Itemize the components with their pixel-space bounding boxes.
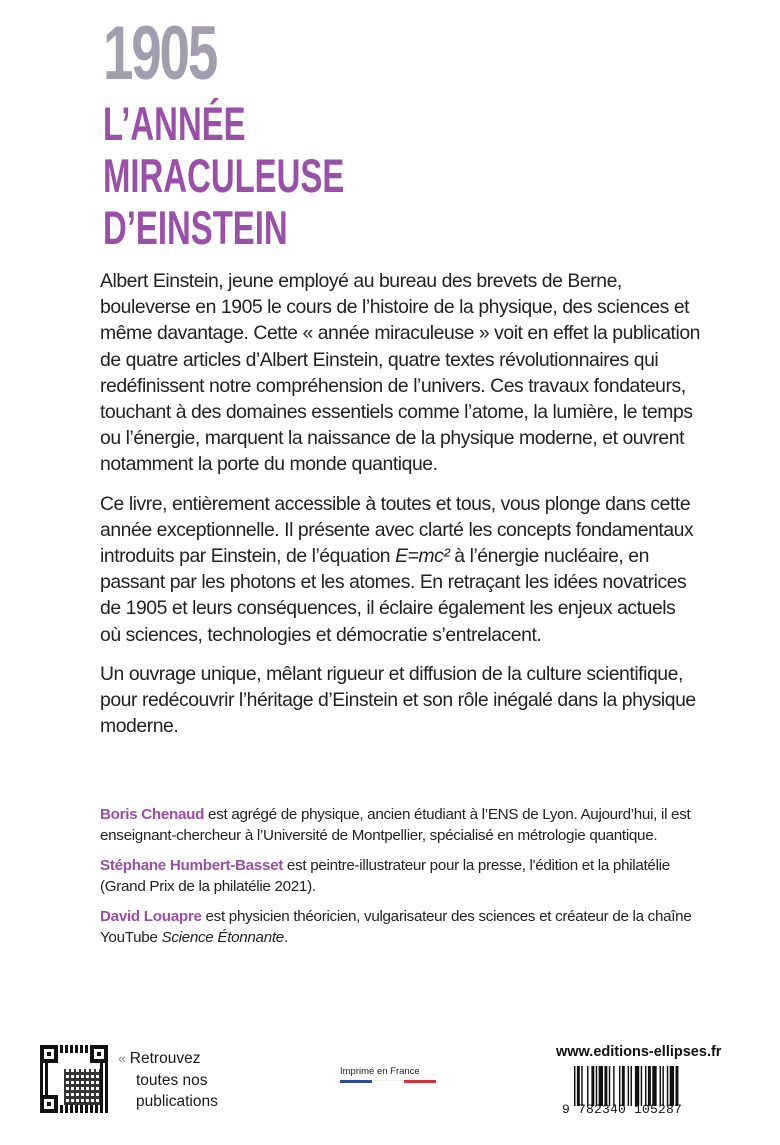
summary-paragraph-2 — [100, 491, 700, 648]
retrouvez-word: Retrouvez — [129, 1050, 201, 1067]
french-flag-icon — [340, 1080, 436, 1083]
retrouvez-line-2: toutes nos — [136, 1071, 208, 1089]
barcode-bar — [667, 1066, 668, 1106]
author-bio-text: est agrégé de physique, ancien étudiant à l’ENS de Lyon. Aujourd’hui, il est enseignant-chercheur à l’Université de Montpellier, spécialisé en métrologie quantique. — [100, 806, 691, 844]
barcode-bar — [676, 1066, 679, 1106]
channel-name: Science Étonnante — [161, 928, 284, 946]
summary-paragraph-1: Albert Einstein, jeune employé au bureau des brevets de Berne, bouleverse en 1905 le cours de l’histoire de la physique, des sciences et même davantage. Cette « année miraculeuse » voit en effet la publication de quatre articles d’Albert Einstein, quatre textes révolutionnaires qui redéfinissent notre compréhension de l’univers. Ces travaux fondateurs, touchant à des domaines essentiels comme l’atome, la lumière, le temps ou l’énergie, marquent la naissance de la physique moderne, et ouvrent notamment la porte du monde quantique. — [100, 270, 700, 476]
imprime-en-france: Imprimé en France — [340, 1066, 420, 1077]
flag-blue — [340, 1080, 372, 1083]
barcode-bar — [635, 1066, 639, 1106]
barcode-icon — [572, 1066, 727, 1106]
barcode-bar — [596, 1066, 597, 1106]
author-name: David Louapre — [100, 908, 202, 925]
flag-red — [404, 1080, 436, 1083]
qr-modules — [64, 1069, 100, 1105]
barcode-bar — [619, 1066, 620, 1106]
author-name: Boris Chenaud — [100, 806, 205, 823]
retrouvez-line-3: publications — [136, 1093, 218, 1110]
author-bio-text: est physicien théoricien, vulgarisateur des sciences et créateur de la chaîne YouTube — [100, 908, 692, 946]
barcode-bar — [581, 1066, 582, 1106]
barcode-bar — [604, 1066, 607, 1106]
title-year: 1905 — [103, 11, 217, 96]
title-line-3: D’EINSTEIN — [103, 201, 288, 254]
barcode-bar — [660, 1066, 661, 1106]
author-bio-text: est peintre-illustrateur pour la presse, l'édition et la philatélie (Grand Prix de la philatélie 2021). — [100, 857, 670, 895]
summary-text — [100, 268, 700, 752]
author-bio — [100, 805, 700, 846]
website-link[interactable]: www.editions-ellipses.fr — [556, 1044, 722, 1060]
qr-finder-top-right — [90, 1045, 108, 1063]
isbn-digits: 9 782340 105287 — [562, 1102, 683, 1117]
author-bio — [100, 856, 700, 897]
qr-finder-top-left — [40, 1045, 58, 1063]
qr-code-icon[interactable] — [40, 1045, 108, 1113]
double-chevron-icon: « — [118, 1050, 126, 1066]
qr-finder-bottom-left — [40, 1095, 58, 1113]
barcode-bar — [641, 1066, 642, 1106]
barcode-bar — [599, 1066, 603, 1106]
summary-paragraph-3: Un ouvrage unique, mêlant rigueur et diffusion de la culture scientifique, pour redécouvrir l’héritage d’Einstein et son rôle inégalé dans la physique moderne. — [100, 662, 696, 738]
title-line-2: MIRACULEUSE — [103, 149, 345, 202]
barcode-bar — [648, 1066, 651, 1106]
author-bio-end: . — [283, 928, 288, 946]
flag-white — [372, 1080, 404, 1084]
barcode-bar — [609, 1066, 610, 1106]
barcode-bar — [662, 1066, 663, 1106]
formula: E=mc² — [395, 545, 450, 568]
author-name: Stéphane Humbert-Basset — [100, 857, 283, 874]
barcode-bar — [587, 1066, 588, 1106]
retrouvez-text — [118, 1048, 218, 1113]
authors-section — [100, 805, 700, 958]
barcode-bar — [577, 1066, 580, 1106]
summary-p2-after: à l’énergie nucléaire, en passant par les photons et les atomes. En retraçant les idées novatrices de 1905 et leurs conséquences, il éclaire également les enjeux actuels où sciences, technologies et démocratie s’entrelacent. — [100, 545, 687, 646]
barcode-bar — [628, 1066, 629, 1106]
barcode-bar — [652, 1066, 656, 1106]
title-line-1: L’ANNÉE — [103, 97, 246, 150]
barcode-bar — [574, 1066, 575, 1106]
retrouvez-line-1 — [118, 1048, 218, 1070]
summary-p2-before: Ce livre, entièrement accessible à toutes et tous, vous plonge dans cette année exceptionnelle. Il présente avec clarté les concepts fondamentaux introduits par Einstein, de l’équation — [100, 492, 694, 568]
barcode-bar — [613, 1066, 614, 1106]
barcode-bar — [631, 1066, 632, 1106]
author-bio — [100, 907, 700, 948]
barcode-bar — [645, 1066, 646, 1106]
barcode-bar — [670, 1066, 674, 1106]
barcode-bar — [622, 1066, 625, 1106]
title-block — [103, 98, 448, 254]
barcode-bar — [591, 1066, 594, 1106]
